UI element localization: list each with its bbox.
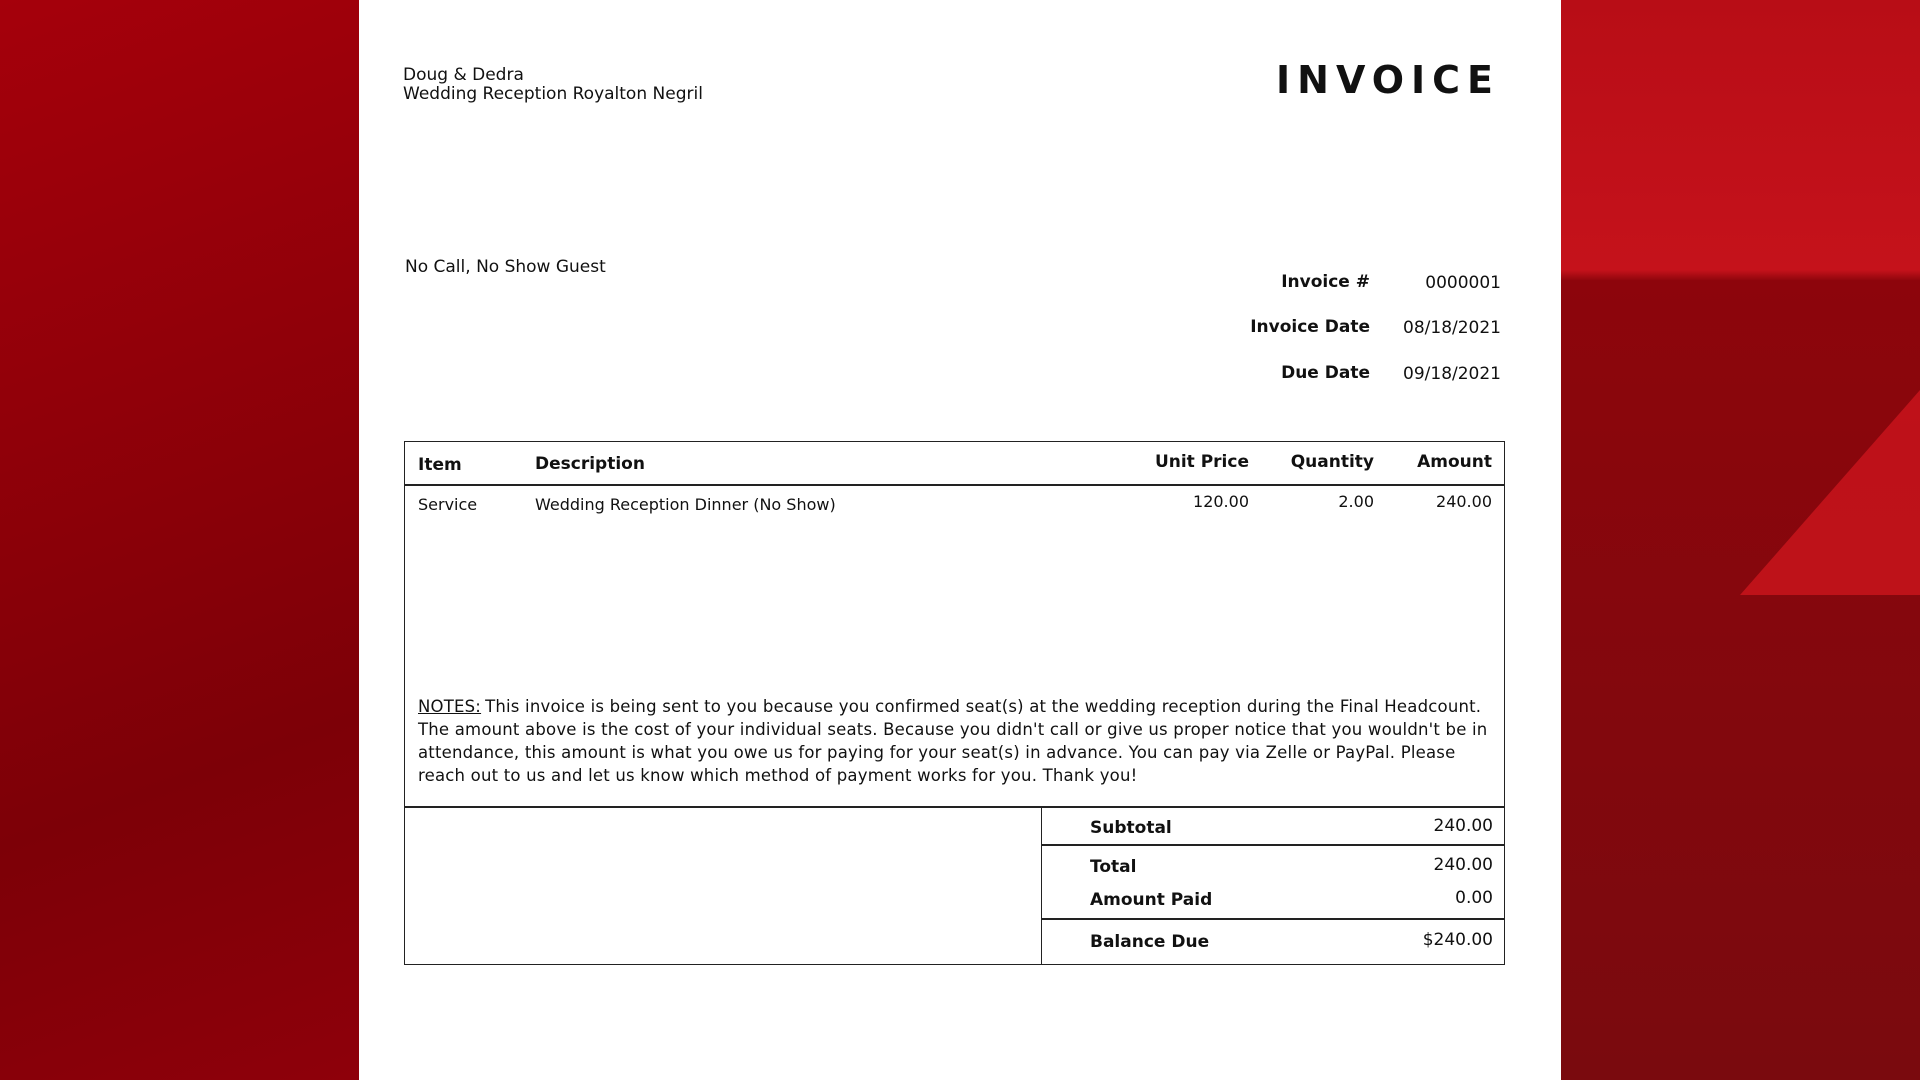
due-date-label: Due Date — [1281, 363, 1370, 383]
header-item: Item — [418, 455, 462, 475]
table-header — [405, 442, 1504, 486]
header-unit-price: Unit Price — [1154, 452, 1249, 472]
due-date-value: 09/18/2021 — [1403, 364, 1501, 384]
background-triangle — [1740, 390, 1920, 595]
invoice-document — [359, 0, 1561, 1080]
row-unit-price: 120.00 — [1193, 492, 1249, 511]
totals-box — [1041, 806, 1505, 964]
notes-text: This invoice is being sent to you because you confirmed seat(s) at the wedding reception during the Final Headcount. The amount above is the cost of your individual seats. Because you didn't call or give us proper notice that you wouldn't be in attendance, this amount is what you owe us for paying for your seat(s) in advance. You can pay via Zelle or PayPal. Please reach out to us and let us know which method of payment works for you. Thank you! — [418, 697, 1488, 785]
notes-label: NOTES: — [418, 697, 482, 716]
subtotal-label: Subtotal — [1090, 818, 1172, 838]
balance-due-value: $240.00 — [1422, 930, 1493, 950]
line-items-table — [404, 441, 1505, 965]
divider — [1042, 918, 1505, 920]
row-quantity: 2.00 — [1338, 492, 1374, 511]
amount-paid-value: 0.00 — [1455, 888, 1493, 908]
header-description: Description — [535, 454, 645, 474]
sender-name: Doug & Dedra — [403, 65, 524, 85]
notes — [418, 695, 1498, 787]
row-description: Wedding Reception Dinner (No Show) — [535, 495, 836, 514]
row-item: Service — [418, 495, 478, 514]
invoice-number-label: Invoice # — [1281, 272, 1370, 292]
total-label: Total — [1090, 857, 1137, 877]
sender-event: Wedding Reception Royalton Negril — [403, 84, 703, 104]
invoice-title: INVOICE — [1276, 58, 1500, 102]
subtotal-value: 240.00 — [1433, 816, 1493, 836]
row-amount: 240.00 — [1436, 492, 1492, 511]
invoice-date-value: 08/18/2021 — [1403, 318, 1501, 338]
invoice-date-label: Invoice Date — [1250, 317, 1370, 337]
invoice-number-value: 0000001 — [1425, 273, 1501, 293]
sender-block — [403, 66, 703, 104]
header-amount: Amount — [1417, 452, 1492, 472]
header-quantity: Quantity — [1290, 452, 1374, 472]
bill-to: No Call, No Show Guest — [405, 257, 606, 277]
balance-due-label: Balance Due — [1090, 932, 1210, 952]
divider — [1042, 844, 1505, 846]
total-value: 240.00 — [1433, 855, 1493, 875]
background-left — [0, 0, 359, 1080]
amount-paid-label: Amount Paid — [1090, 890, 1213, 910]
